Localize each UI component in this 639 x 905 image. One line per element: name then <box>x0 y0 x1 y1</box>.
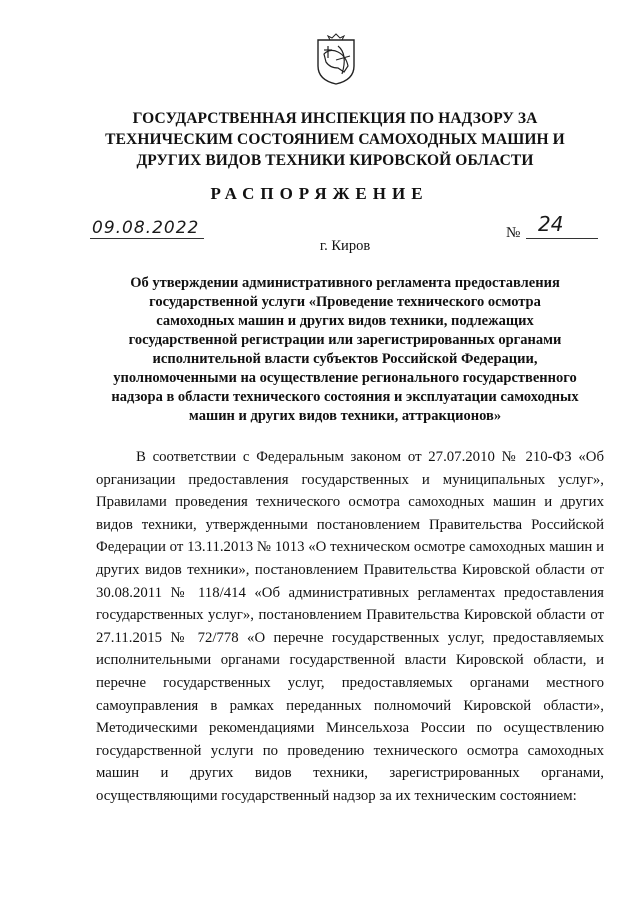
document-type: РАСПОРЯЖЕНИЕ <box>210 184 429 203</box>
document-subject: Об утверждении административного регламента предоставления государственной услуги «Проведение технического осмотра самоходных машин и других видов техники, подлежащих государственной регистрации или зарегистрированных органами исполнительной власти субъектов Российской Федерации, уполномоченными на осуществление регионального государственного надзора в области технического состояния и эксплуатации самоходных машин и других видов техники, аттракционов» <box>111 275 579 424</box>
number-label: № <box>506 225 521 241</box>
organization-name: ГОСУДАРСТВЕННАЯ ИНСПЕКЦИЯ ПО НАДЗОРУ ЗА ТЕХНИЧЕСКИМ СОСТОЯНИЕМ САМОХОДНЫХ МАШИН И ДРУГИХ ВИДОВ ТЕХНИКИ КИРОВСКОЙ ОБЛАСТИ <box>105 110 565 169</box>
body-paragraph: В соответствии с Федеральным законом от 27.07.2010 № 210-ФЗ «Об организации предоставления государственных и муниципальных услуг», Правилами проведения технического осмотра самоходных машин и других видов техники, утвержденными постановлением Правительства Российской Федерации от 13.11.2013 № 1013 «О техническом осмотре самоходных машин и других видов техники», постановлением Правительства Кировской области от 30.08.2011 № 118/414 «Об административных регламентах предоставления государственных услуг», постановлением Правительства Кировской области от 27.11.2015 № 72/778 «О перечне государственных услуг, предоставляемых исполнительными органами государственной власти Кировской области, и перечне государственных услуг, предоставляемых органами местного самоуправления в рамках переданных полномочий Кировской области», Методическими рекомендациями Минсельхоза России по осуществлению государственной услуги по проведению технического осмотра самоходных машин и других видов техники, зарегистрированных органами, осуществляющими государственный надзор за их техническим состоянием: <box>96 449 604 804</box>
city: г. Киров <box>319 238 371 254</box>
document-date: 09.08.2022 <box>92 218 200 238</box>
coat-of-arms-icon <box>316 32 356 86</box>
document-number: 24 <box>538 212 564 236</box>
